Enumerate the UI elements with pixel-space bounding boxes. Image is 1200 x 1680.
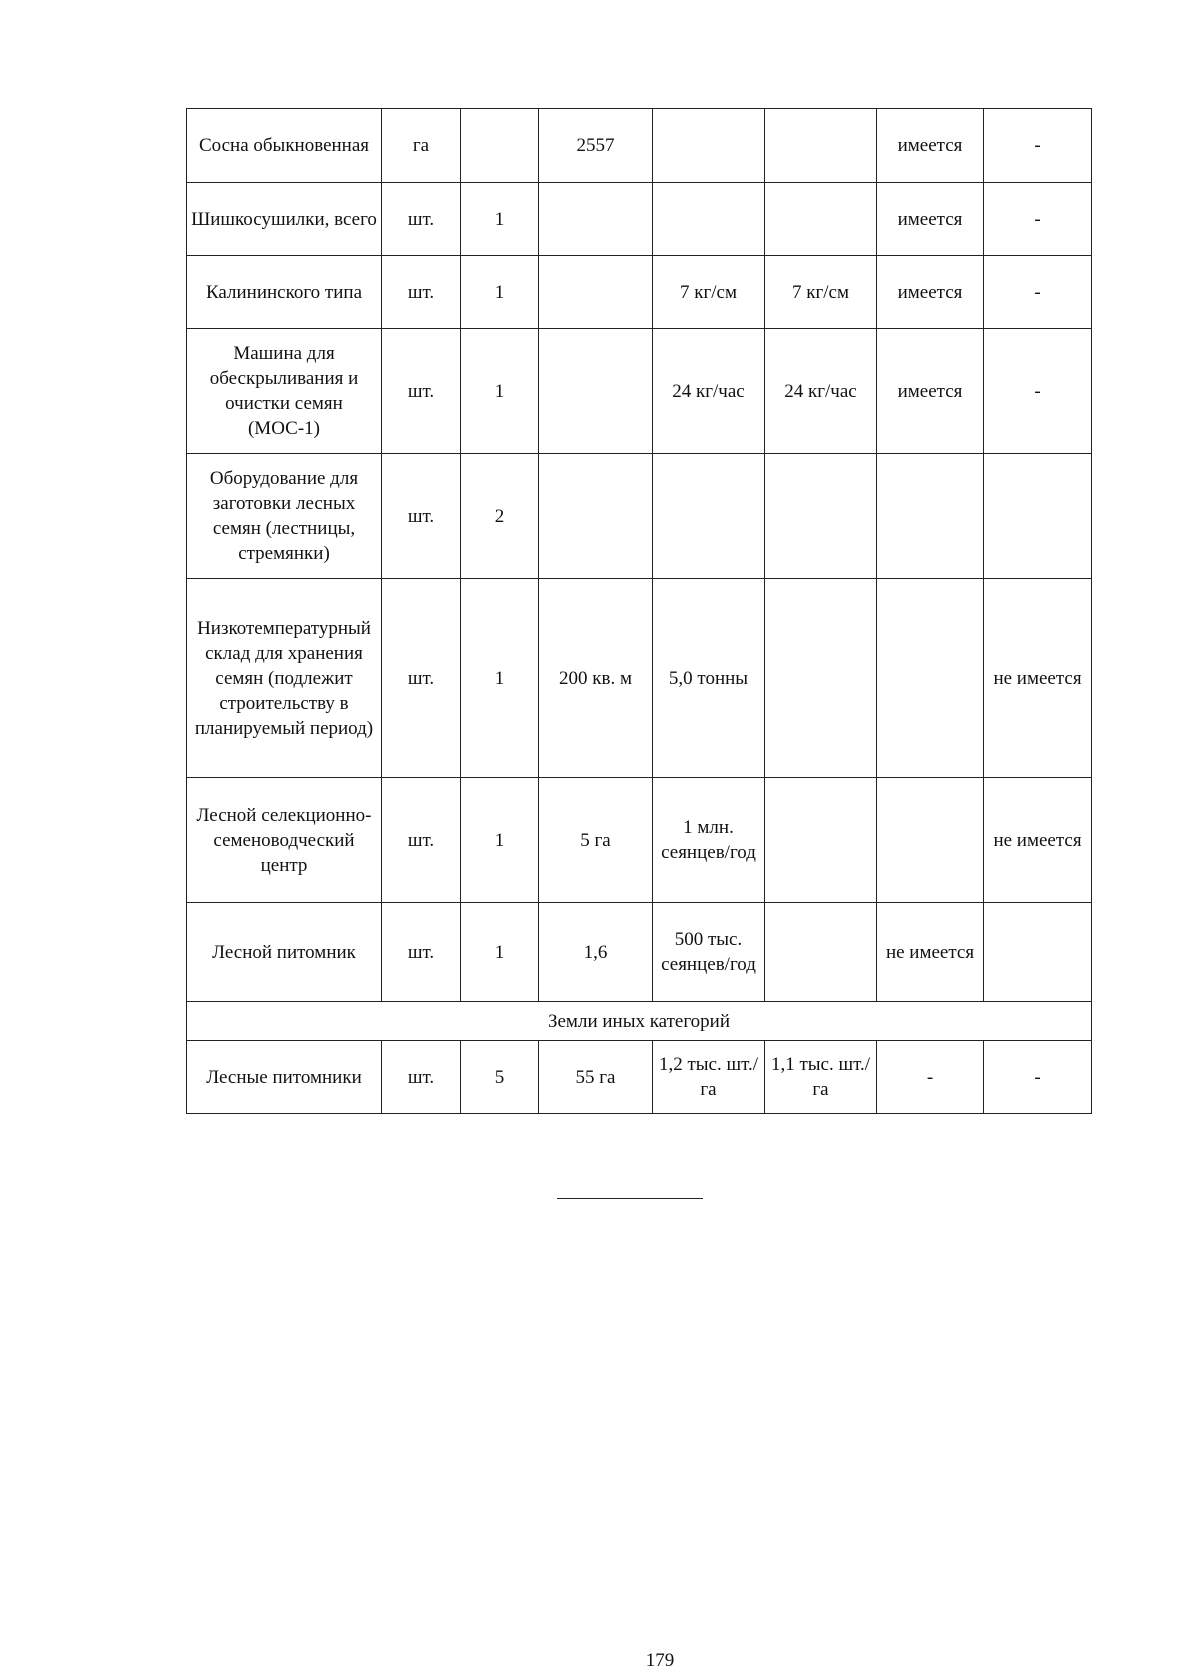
area-cell: 1,6 [539,903,653,1002]
page-number: 179 [645,1650,675,1671]
table-row [187,903,1092,1002]
count-cell: 1 [461,579,539,778]
table-row [187,579,1092,778]
table-row [187,778,1092,903]
unit-cell: шт. [382,1041,461,1114]
availability-cell [877,579,984,778]
data-table [186,108,1092,1114]
actual-capacity-cell [765,109,877,183]
row-name-cell: Калининского типа [187,256,382,329]
row-name-cell: Лесные питомники [187,1041,382,1114]
unit-cell: шт. [382,778,461,903]
unit-cell: шт. [382,903,461,1002]
availability-cell: - [877,1041,984,1114]
availability-cell: имеется [877,109,984,183]
unit-cell: шт. [382,579,461,778]
count-cell: 1 [461,329,539,454]
actual-capacity-cell: 7 кг/см [765,256,877,329]
actual-capacity-cell [765,778,877,903]
area-cell: 200 кв. м [539,579,653,778]
unit-cell: шт. [382,454,461,579]
row-name-cell: Машина для обескрыливания и очистки семян (МОС-1) [187,329,382,454]
unit-cell: га [382,109,461,183]
capacity-cell [653,454,765,579]
section-title: Земли иных категорий [187,1002,1092,1041]
row-name-cell: Низкотемпературный склад для хранения семян (подлежит строительству в планируемый период) [187,579,382,778]
count-cell: 5 [461,1041,539,1114]
row-name-cell: Лесной питомник [187,903,382,1002]
count-cell: 1 [461,256,539,329]
actual-capacity-cell: 1,1 тыс. шт./га [765,1041,877,1114]
availability-cell [877,778,984,903]
count-cell [461,109,539,183]
area-cell [539,329,653,454]
actual-capacity-cell [765,579,877,778]
table-row [187,1041,1092,1114]
area-cell: 5 га [539,778,653,903]
actual-capacity-cell [765,183,877,256]
end-divider-line [557,1198,703,1199]
count-cell: 1 [461,903,539,1002]
need-cell: - [984,183,1092,256]
table-row [187,183,1092,256]
availability-cell: имеется [877,329,984,454]
need-cell [984,454,1092,579]
need-cell: не имеется [984,579,1092,778]
need-cell [984,903,1092,1002]
row-name-cell: Оборудование для заготовки лесных семян (лестницы, стремянки) [187,454,382,579]
actual-capacity-cell [765,903,877,1002]
need-cell: - [984,256,1092,329]
need-cell: не имеется [984,778,1092,903]
availability-cell: имеется [877,256,984,329]
capacity-cell [653,109,765,183]
unit-cell: шт. [382,256,461,329]
capacity-cell: 1 млн. сеянцев/год [653,778,765,903]
unit-cell: шт. [382,183,461,256]
capacity-cell: 1,2 тыс. шт./га [653,1041,765,1114]
area-cell [539,454,653,579]
count-cell: 1 [461,183,539,256]
capacity-cell [653,183,765,256]
capacity-cell: 7 кг/см [653,256,765,329]
count-cell: 1 [461,778,539,903]
need-cell: - [984,329,1092,454]
capacity-cell: 5,0 тонны [653,579,765,778]
need-cell: - [984,1041,1092,1114]
area-cell [539,256,653,329]
capacity-cell: 24 кг/час [653,329,765,454]
actual-capacity-cell: 24 кг/час [765,329,877,454]
section-row [187,1002,1092,1041]
table-row [187,256,1092,329]
forest-seed-infrastructure-table [186,108,1091,1114]
count-cell: 2 [461,454,539,579]
capacity-cell: 500 тыс. сеянцев/год [653,903,765,1002]
row-name-cell: Шишкосушилки, всего [187,183,382,256]
table-row [187,454,1092,579]
table-row [187,329,1092,454]
availability-cell [877,454,984,579]
need-cell: - [984,109,1092,183]
actual-capacity-cell [765,454,877,579]
area-cell [539,183,653,256]
availability-cell: имеется [877,183,984,256]
area-cell: 2557 [539,109,653,183]
row-name-cell: Сосна обыкновенная [187,109,382,183]
availability-cell: не имеется [877,903,984,1002]
row-name-cell: Лесной селекционно-семеноводческий центр [187,778,382,903]
table-row [187,109,1092,183]
area-cell: 55 га [539,1041,653,1114]
unit-cell: шт. [382,329,461,454]
